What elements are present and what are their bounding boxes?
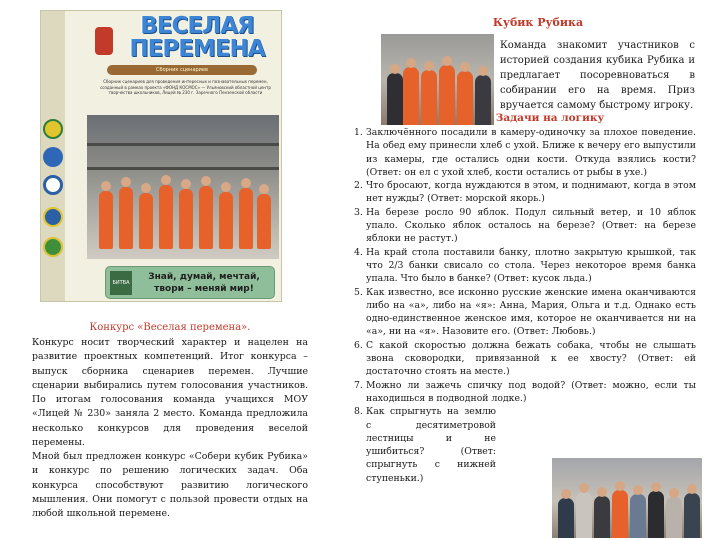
task-item xyxy=(344,246,696,286)
student-figure xyxy=(594,496,610,538)
rubik-description: Команда знакомит участников с историей создания кубика Рубика и предлагает посоревноваться в собирании его на время. Приз вручается самому быстрому игроку. xyxy=(500,40,695,111)
article-paragraph: Конкурс носит творческий характер и нацелен на развитие проектных компетенций. Итог конкурса – выпуск сборника сценариев перемен. Лучшие сценарии выбирались путем голосования участников. По итогам голосования команда учащихся МОУ «Лицей № 230» заняла 2 место. Команда предложила несколько конкурсов для проведения веселой перемены. xyxy=(32,337,308,448)
task-item xyxy=(344,126,696,179)
task-item xyxy=(344,179,696,206)
task-number: 5. xyxy=(354,286,363,298)
battle-logo-icon: БИТВА xyxy=(110,271,132,295)
student-figure xyxy=(239,188,253,249)
contest-article xyxy=(32,336,308,521)
task-number: 1. xyxy=(354,127,363,138)
shelf-line xyxy=(87,167,279,170)
task-text: Можно ли зажечь спичку под водой? (Ответ: можно, если ты находишься в подводной лодке.) xyxy=(366,379,696,404)
event-flyer xyxy=(40,10,282,302)
task-number: 7. xyxy=(354,379,363,391)
student-figure xyxy=(159,185,173,249)
shelf-line xyxy=(87,143,279,146)
team-photo xyxy=(87,115,279,259)
rubik-title: Кубик Рубика xyxy=(492,16,584,29)
rosatom-emblem-icon xyxy=(43,207,63,227)
task-item xyxy=(344,206,696,246)
coat-of-arms-icon xyxy=(43,119,63,139)
student-figure xyxy=(119,187,133,249)
student-figure xyxy=(199,186,213,249)
tasks-list xyxy=(344,126,696,485)
student-figure xyxy=(684,493,700,538)
student-figure xyxy=(403,67,419,125)
task-item xyxy=(344,339,696,379)
task-text: Заключённого посадили в камеру-одиночку за плохое поведение. На обед ему принесли хлеб с ухой. Ближе к вечеру его выпустили из камеры, где остались одни кости. Откуда взялись кости? (Ответ: он ел с ухой хлеб, кости остались от рыбы в ухе.) xyxy=(366,127,696,178)
students-group-photo xyxy=(552,458,702,538)
student-figure xyxy=(99,191,113,249)
task-number: 6. xyxy=(354,339,363,351)
student-figure xyxy=(421,70,437,125)
student-figure xyxy=(139,193,153,249)
student-figure xyxy=(612,490,628,538)
tasks-title: Задачи на логику xyxy=(495,112,605,124)
student-figure xyxy=(439,65,455,125)
task-text: Как известно, все исконно русские женские имена оканчиваются либо на «а», либо на «я»: Анна, Мария, Ольга и т.д. Однако есть одно-единственное женское имя, которое не оканчивается ни на «а», ни на «я». Назовите его. (Ответ: Любовь.) xyxy=(366,286,696,338)
article-paragraph: Мной был предложен конкурс «Собери кубик Рубика» и конкурс по решению логических задач. Оба конкурса способствуют развитию логического мышления. Они помогут с пользой провести отдых на любой школьной перемене. xyxy=(32,451,308,519)
city-coat-of-arms-icon xyxy=(43,237,63,257)
task-text: Что бросают, когда нуждаются в этом, и поднимают, когда в этом нет нужды? (Ответ: морской якорь.) xyxy=(366,180,696,205)
task-number: 3. xyxy=(354,206,363,218)
atom-emblem-icon xyxy=(43,147,63,167)
task-text: С какой скоростью должна бежать собака, чтобы не слышать звона сковородки, привязанной к ее хвосту? (Ответ: ей достаточно стоять на месте.) xyxy=(366,339,696,378)
slogan-text: Знай, думай, мечтай, твори – меняй мир! xyxy=(148,272,260,294)
student-figure xyxy=(387,73,403,125)
task-number: 8. xyxy=(354,406,363,418)
student-figure xyxy=(179,189,193,249)
flyer-emblem-column xyxy=(41,11,65,301)
student-figure xyxy=(576,492,592,538)
student-figure xyxy=(666,497,682,538)
student-figure xyxy=(648,491,664,538)
task-number: 4. xyxy=(354,246,363,258)
slogan-badge xyxy=(105,266,275,299)
task-item xyxy=(344,286,696,339)
flyer-ribbon: Сборник сценариев xyxy=(107,65,257,75)
student-figure xyxy=(558,498,574,538)
task-number: 2. xyxy=(354,180,363,192)
student-figure xyxy=(219,192,233,249)
task-text: На край стола поставили банку, плотно закрытую крышкой, так что 2/3 банки свисало со стола. Через некоторое время банка упала. Что было в банке? (Ответ: кусок льда.) xyxy=(366,246,696,285)
student-figure xyxy=(630,494,646,538)
flyer-title: ВЕСЕЛАЯ ПЕРЕМЕНА xyxy=(129,13,265,62)
nuclear-emblem-icon xyxy=(43,175,63,195)
task-text: Как спрыгнуть на землю с десятиметровой лестницы и не ушибиться? (Ответ: спрыгнуть с нижней ступеньки.) xyxy=(366,406,496,484)
flyer-subtitle: Сборник сценариев для проведения интересных и познавательных перемен, созданный в рамках проекта «ФОНД КОСМОС» — Ульяновский областной центр творчества школьников, Лицей № 230 г. Заречного Пензенской области xyxy=(100,79,271,95)
student-figure xyxy=(257,194,271,249)
contest-heading: Конкурс «Веселая перемена». xyxy=(89,322,251,333)
task-item xyxy=(344,379,696,406)
task-text: На березе росло 90 яблок. Подул сильный ветер, и 10 яблок упало. Сколько яблок осталось на березе? (Ответ: на березе яблоки не растут.) xyxy=(366,206,696,245)
